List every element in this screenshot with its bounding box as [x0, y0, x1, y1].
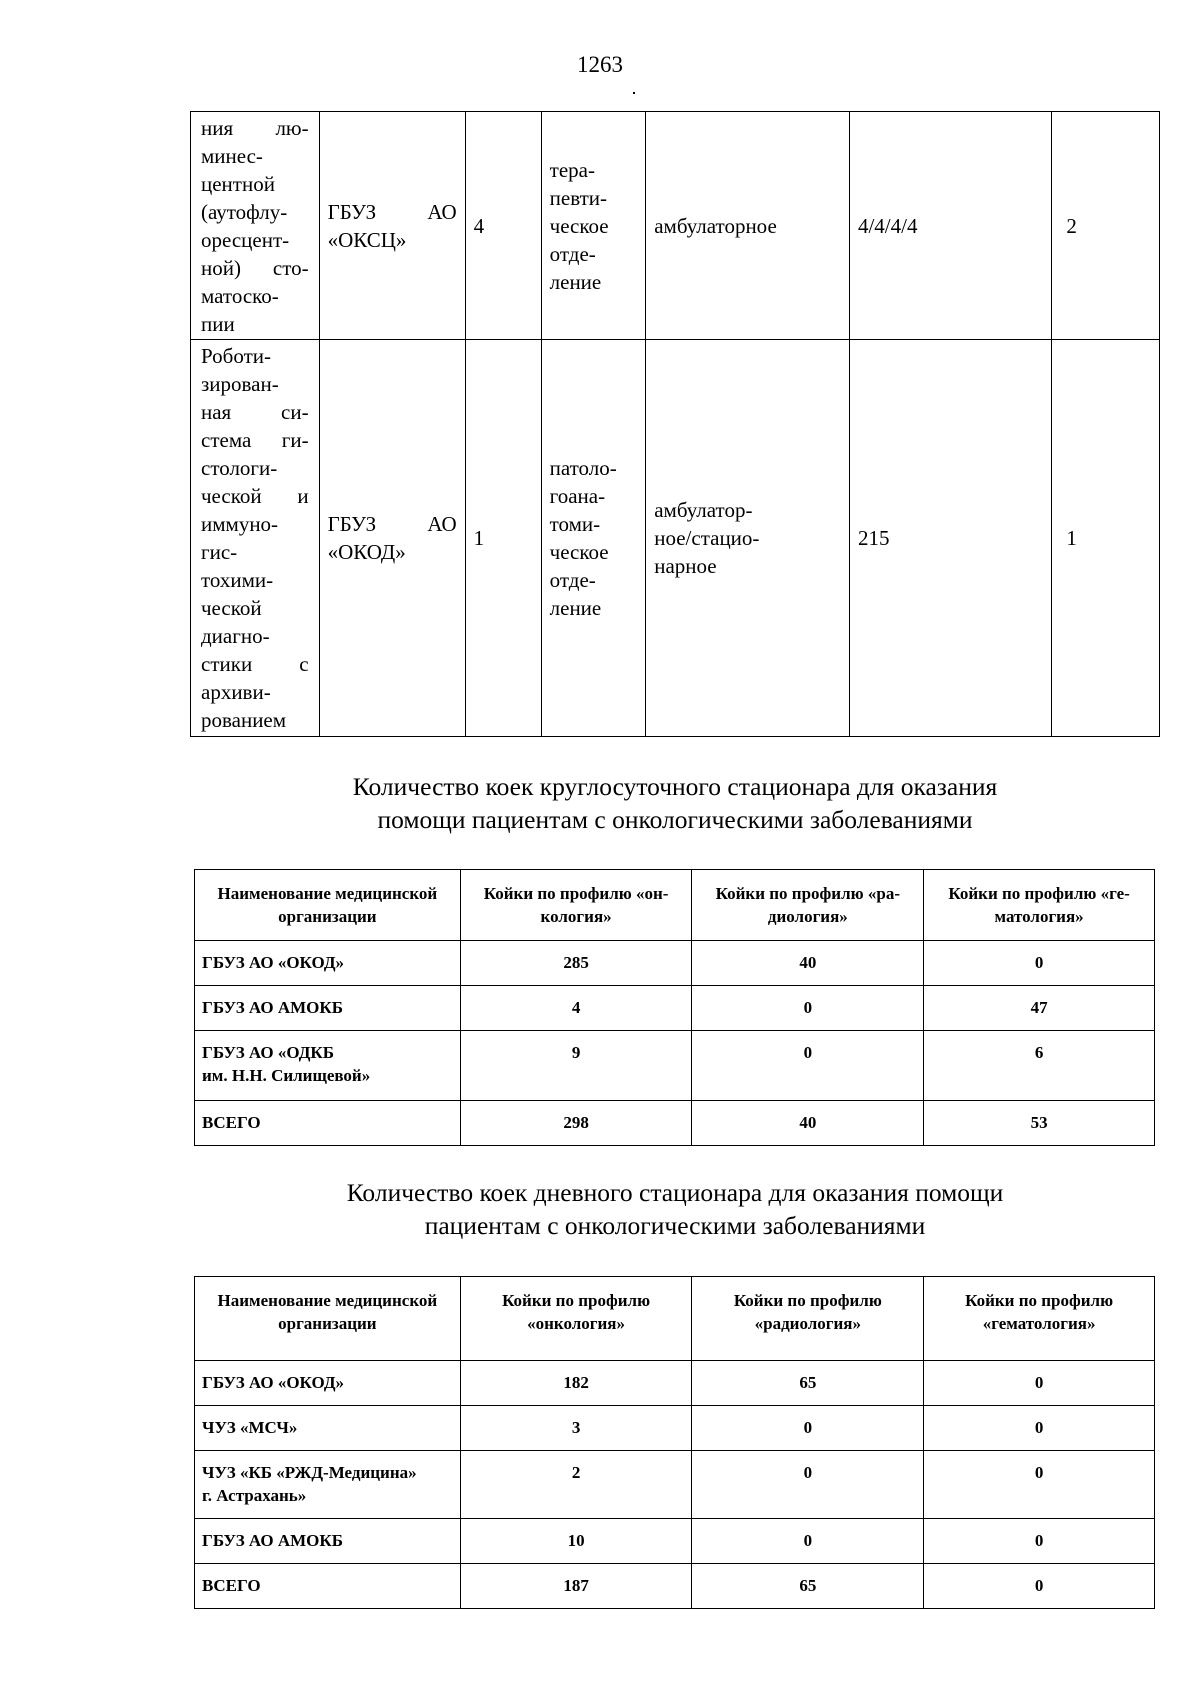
- text-line: иммуно-: [201, 512, 279, 536]
- text-line: им. Н.Н. Силищевой»: [202, 1066, 371, 1085]
- text-line: ческой: [201, 596, 262, 620]
- text-line: ное/стацио-: [654, 526, 760, 550]
- text-line: гоана-: [549, 484, 606, 508]
- table-row: [195, 986, 1155, 1031]
- text-line: г. Астрахань»: [202, 1486, 307, 1505]
- text-line: ГБУЗ АО «ОДКБ: [202, 1043, 334, 1062]
- beds-day-table: [194, 1276, 1155, 1609]
- shifts-cell: 1: [1052, 340, 1160, 737]
- hematology-cell: 0: [924, 941, 1155, 986]
- department-cell: [541, 340, 646, 737]
- text-line: зирован-: [201, 372, 279, 396]
- table-row: [195, 1361, 1155, 1406]
- oncology-cell: 298: [460, 1101, 692, 1146]
- quantity-cell: 1: [465, 340, 541, 737]
- text-line: стема ги-: [201, 428, 309, 452]
- text-line: Роботи-: [201, 344, 271, 368]
- text-line: тера-: [549, 157, 595, 182]
- text-line: ление: [549, 269, 602, 294]
- column-header: Наименование медицинской организации: [195, 870, 461, 941]
- text-line: рованием: [201, 708, 287, 732]
- radiology-cell: 65: [692, 1361, 924, 1406]
- table-header-row: [195, 1277, 1155, 1361]
- hematology-cell: 53: [924, 1101, 1155, 1146]
- text-line: ческой и: [201, 484, 309, 508]
- table-header-row: [195, 870, 1155, 941]
- column-header: Койки по профилю «ге-матология»: [924, 870, 1155, 941]
- text-line: стики с: [201, 652, 309, 676]
- organization-cell: [195, 1451, 461, 1519]
- text-line: стологи-: [201, 456, 278, 480]
- column-header: Койки по профилю «гематология»: [924, 1277, 1155, 1361]
- text-line: матоско-: [201, 283, 279, 308]
- text-line: ная си-: [201, 400, 309, 424]
- table-row: [195, 1564, 1155, 1609]
- text-line: томи-: [549, 512, 601, 536]
- title-line: Количество коек круглосуточного стационара для оказания: [352, 772, 998, 801]
- table-row: [195, 1406, 1155, 1451]
- text-line: пии: [201, 311, 235, 336]
- mode-cell: [646, 340, 850, 737]
- text-line: ной) сто-: [201, 255, 309, 280]
- oncology-cell: 187: [460, 1564, 692, 1609]
- organization-cell: ГБУЗ АО АМОКБ: [195, 986, 461, 1031]
- table-row: [195, 1101, 1155, 1146]
- text-line: тохими-: [201, 568, 274, 592]
- load-cell: 215: [849, 340, 1051, 737]
- table-row: [195, 1519, 1155, 1564]
- column-header: Койки по профилю «радиология»: [692, 1277, 924, 1361]
- title-line: Количество коек дневного стационара для оказания помощи: [346, 1178, 1004, 1207]
- beds-24h-table: [194, 869, 1155, 1146]
- organization-cell: ГБУЗ АО «ОКСЦ»: [319, 112, 465, 340]
- radiology-cell: 40: [692, 941, 924, 986]
- text-line: отде-: [549, 241, 596, 266]
- hematology-cell: 0: [924, 1361, 1155, 1406]
- radiology-cell: 0: [692, 1406, 924, 1451]
- oncology-cell: 10: [460, 1519, 692, 1564]
- section-title-24h: [190, 770, 1160, 836]
- equipment-name-cell: [191, 340, 320, 737]
- oncology-cell: 4: [460, 986, 692, 1031]
- quantity-cell: 4: [465, 112, 541, 340]
- text-line: нарное: [654, 554, 717, 578]
- equipment-table: [190, 111, 1160, 737]
- table-row: [195, 1451, 1155, 1519]
- text-line: ление: [549, 596, 602, 620]
- organization-cell: [195, 1031, 461, 1101]
- radiology-cell: 0: [692, 1519, 924, 1564]
- text-line: отде-: [549, 568, 596, 592]
- oncology-cell: 2: [460, 1451, 692, 1519]
- radiology-cell: 0: [692, 1031, 924, 1101]
- title-line: помощи пациентам с онкологическими заболеваниями: [377, 805, 973, 834]
- text-line: ЧУЗ «КБ «РЖД-Медицина»: [202, 1463, 417, 1482]
- text-line: ческое: [549, 213, 609, 238]
- oncology-cell: 3: [460, 1406, 692, 1451]
- radiology-cell: 40: [692, 1101, 924, 1146]
- mode-cell: амбулаторное: [646, 112, 850, 340]
- hematology-cell: 0: [924, 1451, 1155, 1519]
- scan-dot: [633, 92, 635, 94]
- radiology-cell: 65: [692, 1564, 924, 1609]
- load-cell: 4/4/4/4: [849, 112, 1051, 340]
- column-header: Наименование медицинской организации: [195, 1277, 461, 1361]
- hematology-cell: 6: [924, 1031, 1155, 1101]
- text-line: гис-: [201, 540, 238, 564]
- hematology-cell: 0: [924, 1406, 1155, 1451]
- page-number: 1263: [577, 52, 623, 77]
- table-row: [195, 941, 1155, 986]
- text-line: амбулатор-: [654, 498, 753, 522]
- text-line: центной: [201, 171, 275, 196]
- column-header: Койки по профилю «онкология»: [460, 1277, 692, 1361]
- text-line: ческое: [549, 540, 609, 564]
- section-title-day: [190, 1176, 1160, 1242]
- oncology-cell: 285: [460, 941, 692, 986]
- text-line: оресцент-: [201, 227, 290, 252]
- radiology-cell: 0: [692, 1451, 924, 1519]
- organization-cell: ГБУЗ АО АМОКБ: [195, 1519, 461, 1564]
- text-line: архиви-: [201, 680, 271, 704]
- department-cell: [541, 112, 646, 340]
- hematology-cell: 47: [924, 986, 1155, 1031]
- text-line: певти-: [549, 185, 608, 210]
- oncology-cell: 9: [460, 1031, 692, 1101]
- text-line: (аутофлу-: [201, 199, 288, 224]
- equipment-name-cell: [191, 112, 320, 340]
- text-line: ния лю-: [201, 115, 309, 140]
- hematology-cell: 0: [924, 1564, 1155, 1609]
- total-label-cell: ВСЕГО: [195, 1101, 461, 1146]
- shifts-cell: 2: [1052, 112, 1160, 340]
- organization-cell: ЧУЗ «МСЧ»: [195, 1406, 461, 1451]
- radiology-cell: 0: [692, 986, 924, 1031]
- column-header: Койки по профилю «он-кология»: [460, 870, 692, 941]
- hematology-cell: 0: [924, 1519, 1155, 1564]
- table-row: [191, 112, 1160, 340]
- text-line: патоло-: [549, 456, 617, 480]
- table-row: [191, 340, 1160, 737]
- column-header: Койки по профилю «ра-диология»: [692, 870, 924, 941]
- organization-cell: ГБУЗ АО «ОКОД»: [195, 941, 461, 986]
- organization-cell: ГБУЗ АО «ОКОД»: [319, 340, 465, 737]
- text-line: минес-: [201, 143, 263, 168]
- organization-cell: ГБУЗ АО «ОКОД»: [195, 1361, 461, 1406]
- total-label-cell: ВСЕГО: [195, 1564, 461, 1609]
- oncology-cell: 182: [460, 1361, 692, 1406]
- table-row: [195, 1031, 1155, 1101]
- text-line: диагно-: [201, 624, 270, 648]
- title-line: пациентам с онкологическими заболеваниями: [424, 1211, 926, 1240]
